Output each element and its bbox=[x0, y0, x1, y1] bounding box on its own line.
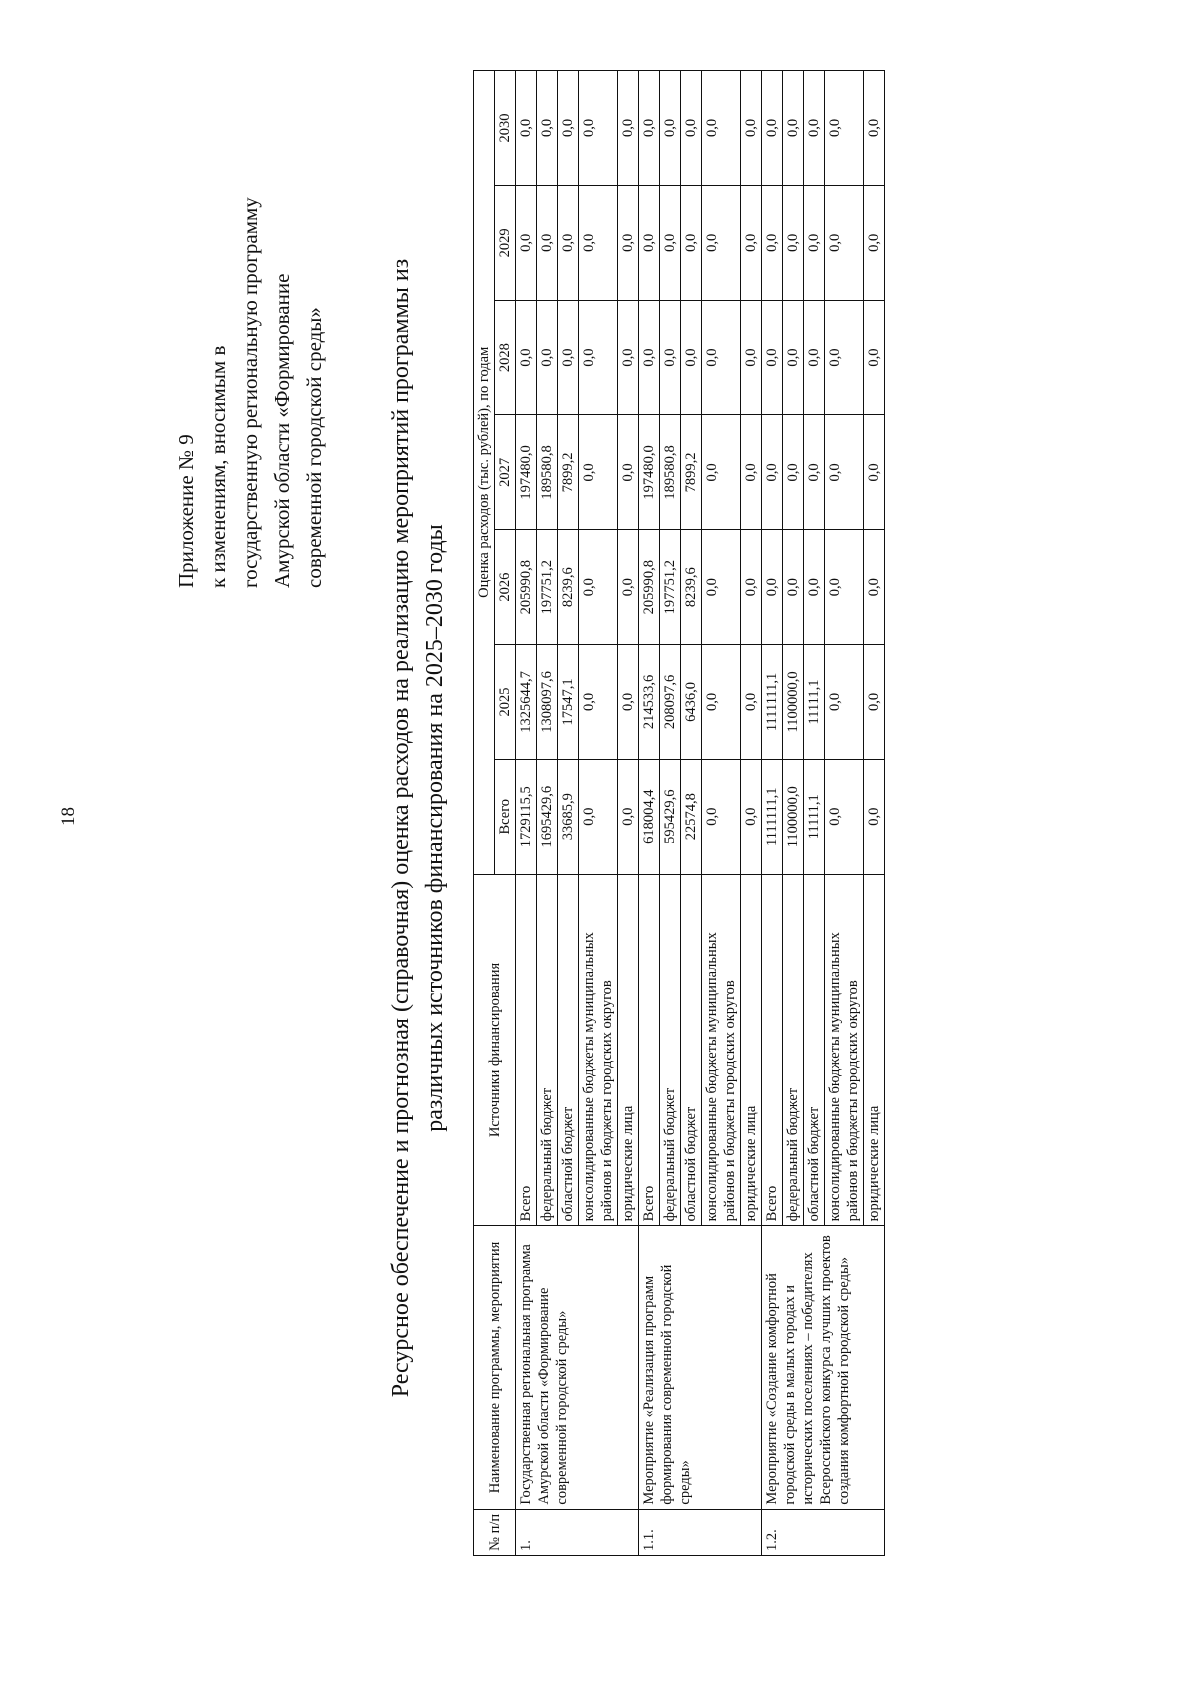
year-value-cell: 0,0 bbox=[702, 530, 741, 645]
year-value-cell: 0,0 bbox=[864, 645, 885, 760]
funding-source-cell: Всего bbox=[639, 874, 660, 1226]
year-value-cell: 0,0 bbox=[762, 185, 783, 300]
header-estimate: Оценка расходов (тыс. рублей), по годам bbox=[474, 71, 495, 875]
year-value-cell: 0,0 bbox=[741, 645, 762, 760]
year-value-cell: 0,0 bbox=[825, 530, 864, 645]
year-value-cell: 0,0 bbox=[783, 300, 804, 415]
appendix-line: Приложение № 9 bbox=[174, 434, 198, 588]
year-value-cell: 0,0 bbox=[639, 185, 660, 300]
year-value-cell: 197480,0 bbox=[639, 415, 660, 530]
header-year: 2027 bbox=[495, 415, 516, 530]
year-value-cell: 1308097,6 bbox=[537, 645, 558, 760]
year-value-cell: 0,0 bbox=[516, 71, 537, 186]
year-value-cell: 0,0 bbox=[660, 300, 681, 415]
year-value-cell: 0,0 bbox=[579, 530, 618, 645]
total-value-cell: 1111111,1 bbox=[762, 759, 783, 874]
year-value-cell: 0,0 bbox=[618, 645, 639, 760]
year-value-cell: 208097,6 bbox=[660, 645, 681, 760]
rotated-document-body bbox=[0, 58, 1200, 1568]
header-sources: Источники финансирования bbox=[474, 874, 516, 1226]
funding-source-cell: юридические лица bbox=[864, 874, 885, 1226]
year-value-cell: 0,0 bbox=[516, 300, 537, 415]
year-value-cell: 0,0 bbox=[702, 300, 741, 415]
year-value-cell: 8239,6 bbox=[681, 530, 702, 645]
year-value-cell: 0,0 bbox=[741, 185, 762, 300]
page-number: 18 bbox=[58, 807, 79, 826]
year-value-cell: 197751,2 bbox=[660, 530, 681, 645]
year-value-cell: 8239,6 bbox=[558, 530, 579, 645]
funding-source-cell: федеральный бюджет bbox=[660, 874, 681, 1226]
year-value-cell: 0,0 bbox=[804, 530, 825, 645]
total-value-cell: 22574,8 bbox=[681, 759, 702, 874]
year-value-cell: 0,0 bbox=[864, 530, 885, 645]
year-value-cell: 0,0 bbox=[825, 645, 864, 760]
year-value-cell: 0,0 bbox=[762, 71, 783, 186]
year-value-cell: 1325644,7 bbox=[516, 645, 537, 760]
year-value-cell: 0,0 bbox=[537, 185, 558, 300]
year-value-cell: 0,0 bbox=[558, 300, 579, 415]
year-value-cell: 0,0 bbox=[741, 71, 762, 186]
header-year: 2028 bbox=[495, 300, 516, 415]
year-value-cell: 11111,1 bbox=[804, 645, 825, 760]
year-value-cell: 0,0 bbox=[741, 300, 762, 415]
year-value-cell: 1100000,0 bbox=[783, 645, 804, 760]
year-value-cell: 17547,1 bbox=[558, 645, 579, 760]
header-no: № п/п bbox=[474, 1509, 516, 1555]
year-value-cell: 0,0 bbox=[618, 300, 639, 415]
year-value-cell: 205990,8 bbox=[639, 530, 660, 645]
funding-source-cell: областной бюджет bbox=[681, 874, 702, 1226]
year-value-cell: 0,0 bbox=[804, 300, 825, 415]
header-year: 2030 bbox=[495, 71, 516, 186]
year-value-cell: 0,0 bbox=[558, 185, 579, 300]
funding-source-cell: областной бюджет bbox=[558, 874, 579, 1226]
row-number-cell: 1.2. bbox=[762, 1509, 885, 1555]
year-value-cell: 0,0 bbox=[579, 645, 618, 760]
funding-source-cell: Всего bbox=[762, 874, 783, 1226]
program-name-cell: Мероприятие «Создание комфортной городской среды в малых городах и исторических поселениях – победителях Всероссийского конкурса лучших проектов создания комфортной городской среды» bbox=[762, 1226, 885, 1509]
year-value-cell: 205990,8 bbox=[516, 530, 537, 645]
year-value-cell: 0,0 bbox=[783, 530, 804, 645]
year-value-cell: 0,0 bbox=[681, 300, 702, 415]
document-title-line: Ресурсное обеспечение и прогнозная (справочная) оценка расходов на реализацию мероприятий программы из bbox=[388, 258, 414, 1398]
year-value-cell: 1111111,1 bbox=[762, 645, 783, 760]
document-title-line: различных источников финансирования на 2025–2030 годы bbox=[422, 524, 448, 1132]
header-year: 2026 bbox=[495, 530, 516, 645]
total-value-cell: 0,0 bbox=[864, 759, 885, 874]
year-value-cell: 189580,8 bbox=[537, 415, 558, 530]
year-value-cell: 0,0 bbox=[825, 71, 864, 186]
total-value-cell: 1695429,6 bbox=[537, 759, 558, 874]
year-value-cell: 0,0 bbox=[783, 185, 804, 300]
total-value-cell: 33685,9 bbox=[558, 759, 579, 874]
program-name-cell: Государственная региональная программа Амурской области «Формирование современной городской среды» bbox=[516, 1226, 639, 1509]
funding-source-cell: федеральный бюджет bbox=[783, 874, 804, 1226]
year-value-cell: 0,0 bbox=[702, 71, 741, 186]
year-value-cell: 0,0 bbox=[618, 415, 639, 530]
year-value-cell: 0,0 bbox=[618, 71, 639, 186]
funding-source-cell: федеральный бюджет bbox=[537, 874, 558, 1226]
year-value-cell: 0,0 bbox=[702, 185, 741, 300]
year-value-cell: 0,0 bbox=[864, 300, 885, 415]
year-value-cell: 0,0 bbox=[825, 300, 864, 415]
year-value-cell: 0,0 bbox=[639, 71, 660, 186]
funding-source-cell: юридические лица bbox=[741, 874, 762, 1226]
year-value-cell: 0,0 bbox=[864, 71, 885, 186]
total-value-cell: 618004,4 bbox=[639, 759, 660, 874]
total-value-cell: 0,0 bbox=[702, 759, 741, 874]
year-value-cell: 0,0 bbox=[579, 185, 618, 300]
funding-source-cell: консолидированные бюджеты муниципальных районов и бюджеты городских округов bbox=[702, 874, 741, 1226]
header-year: 2025 bbox=[495, 645, 516, 760]
table-body bbox=[516, 71, 885, 1556]
table-header bbox=[474, 71, 516, 1556]
year-value-cell: 0,0 bbox=[762, 300, 783, 415]
year-value-cell: 0,0 bbox=[702, 415, 741, 530]
year-value-cell: 0,0 bbox=[783, 71, 804, 186]
year-value-cell: 7899,2 bbox=[558, 415, 579, 530]
year-value-cell: 0,0 bbox=[864, 185, 885, 300]
total-value-cell: 0,0 bbox=[579, 759, 618, 874]
year-value-cell: 214533,6 bbox=[639, 645, 660, 760]
header-total: Всего bbox=[495, 759, 516, 874]
appendix-line: современной городской среды» bbox=[302, 307, 326, 588]
total-value-cell: 1100000,0 bbox=[783, 759, 804, 874]
year-value-cell: 0,0 bbox=[537, 71, 558, 186]
year-value-cell: 0,0 bbox=[618, 185, 639, 300]
appendix-line: к изменениям, вносимым в bbox=[206, 345, 230, 588]
document-title bbox=[384, 218, 452, 1438]
table-row bbox=[516, 71, 537, 1556]
year-value-cell: 197751,2 bbox=[537, 530, 558, 645]
year-value-cell: 0,0 bbox=[660, 185, 681, 300]
total-value-cell: 0,0 bbox=[618, 759, 639, 874]
year-value-cell: 0,0 bbox=[864, 415, 885, 530]
year-value-cell: 0,0 bbox=[579, 71, 618, 186]
year-value-cell: 0,0 bbox=[702, 645, 741, 760]
funding-source-cell: консолидированные бюджеты муниципальных районов и бюджеты городских округов bbox=[825, 874, 864, 1226]
row-number-cell: 1. bbox=[516, 1509, 639, 1555]
total-value-cell: 0,0 bbox=[825, 759, 864, 874]
year-value-cell: 0,0 bbox=[741, 530, 762, 645]
funding-source-cell: консолидированные бюджеты муниципальных районов и бюджеты городских округов bbox=[579, 874, 618, 1226]
year-value-cell: 0,0 bbox=[558, 71, 579, 186]
year-value-cell: 0,0 bbox=[804, 415, 825, 530]
year-value-cell: 0,0 bbox=[516, 185, 537, 300]
row-number-cell: 1.1. bbox=[639, 1509, 762, 1555]
table-row bbox=[762, 71, 783, 1556]
year-value-cell: 0,0 bbox=[618, 530, 639, 645]
total-value-cell: 11111,1 bbox=[804, 759, 825, 874]
year-value-cell: 0,0 bbox=[537, 300, 558, 415]
year-value-cell: 0,0 bbox=[639, 300, 660, 415]
total-value-cell: 595429,6 bbox=[660, 759, 681, 874]
table-row bbox=[639, 71, 660, 1556]
year-value-cell: 0,0 bbox=[660, 71, 681, 186]
year-value-cell: 0,0 bbox=[579, 415, 618, 530]
program-name-cell: Мероприятие «Реализация программ формирования современной городской среды» bbox=[639, 1226, 762, 1509]
year-value-cell: 0,0 bbox=[762, 530, 783, 645]
year-value-cell: 0,0 bbox=[579, 300, 618, 415]
funding-source-cell: областной бюджет bbox=[804, 874, 825, 1226]
year-value-cell: 197480,0 bbox=[516, 415, 537, 530]
year-value-cell: 0,0 bbox=[783, 415, 804, 530]
appendix-header bbox=[170, 68, 330, 588]
appendix-line: Амурской области «Формирование bbox=[270, 273, 294, 588]
header-year: 2029 bbox=[495, 185, 516, 300]
year-value-cell: 189580,8 bbox=[660, 415, 681, 530]
total-value-cell: 1729115,5 bbox=[516, 759, 537, 874]
funding-source-cell: юридические лица bbox=[618, 874, 639, 1226]
financing-table bbox=[473, 70, 885, 1556]
year-value-cell: 0,0 bbox=[804, 71, 825, 186]
year-value-cell: 0,0 bbox=[681, 185, 702, 300]
year-value-cell: 0,0 bbox=[741, 415, 762, 530]
appendix-line: государственную региональную программу bbox=[238, 197, 262, 588]
year-value-cell: 0,0 bbox=[825, 185, 864, 300]
year-value-cell: 0,0 bbox=[825, 415, 864, 530]
year-value-cell: 6436,0 bbox=[681, 645, 702, 760]
year-value-cell: 0,0 bbox=[681, 71, 702, 186]
total-value-cell: 0,0 bbox=[741, 759, 762, 874]
funding-source-cell: Всего bbox=[516, 874, 537, 1226]
year-value-cell: 0,0 bbox=[804, 185, 825, 300]
year-value-cell: 0,0 bbox=[762, 415, 783, 530]
year-value-cell: 7899,2 bbox=[681, 415, 702, 530]
header-name: Наименование программы, мероприятия bbox=[474, 1226, 516, 1509]
